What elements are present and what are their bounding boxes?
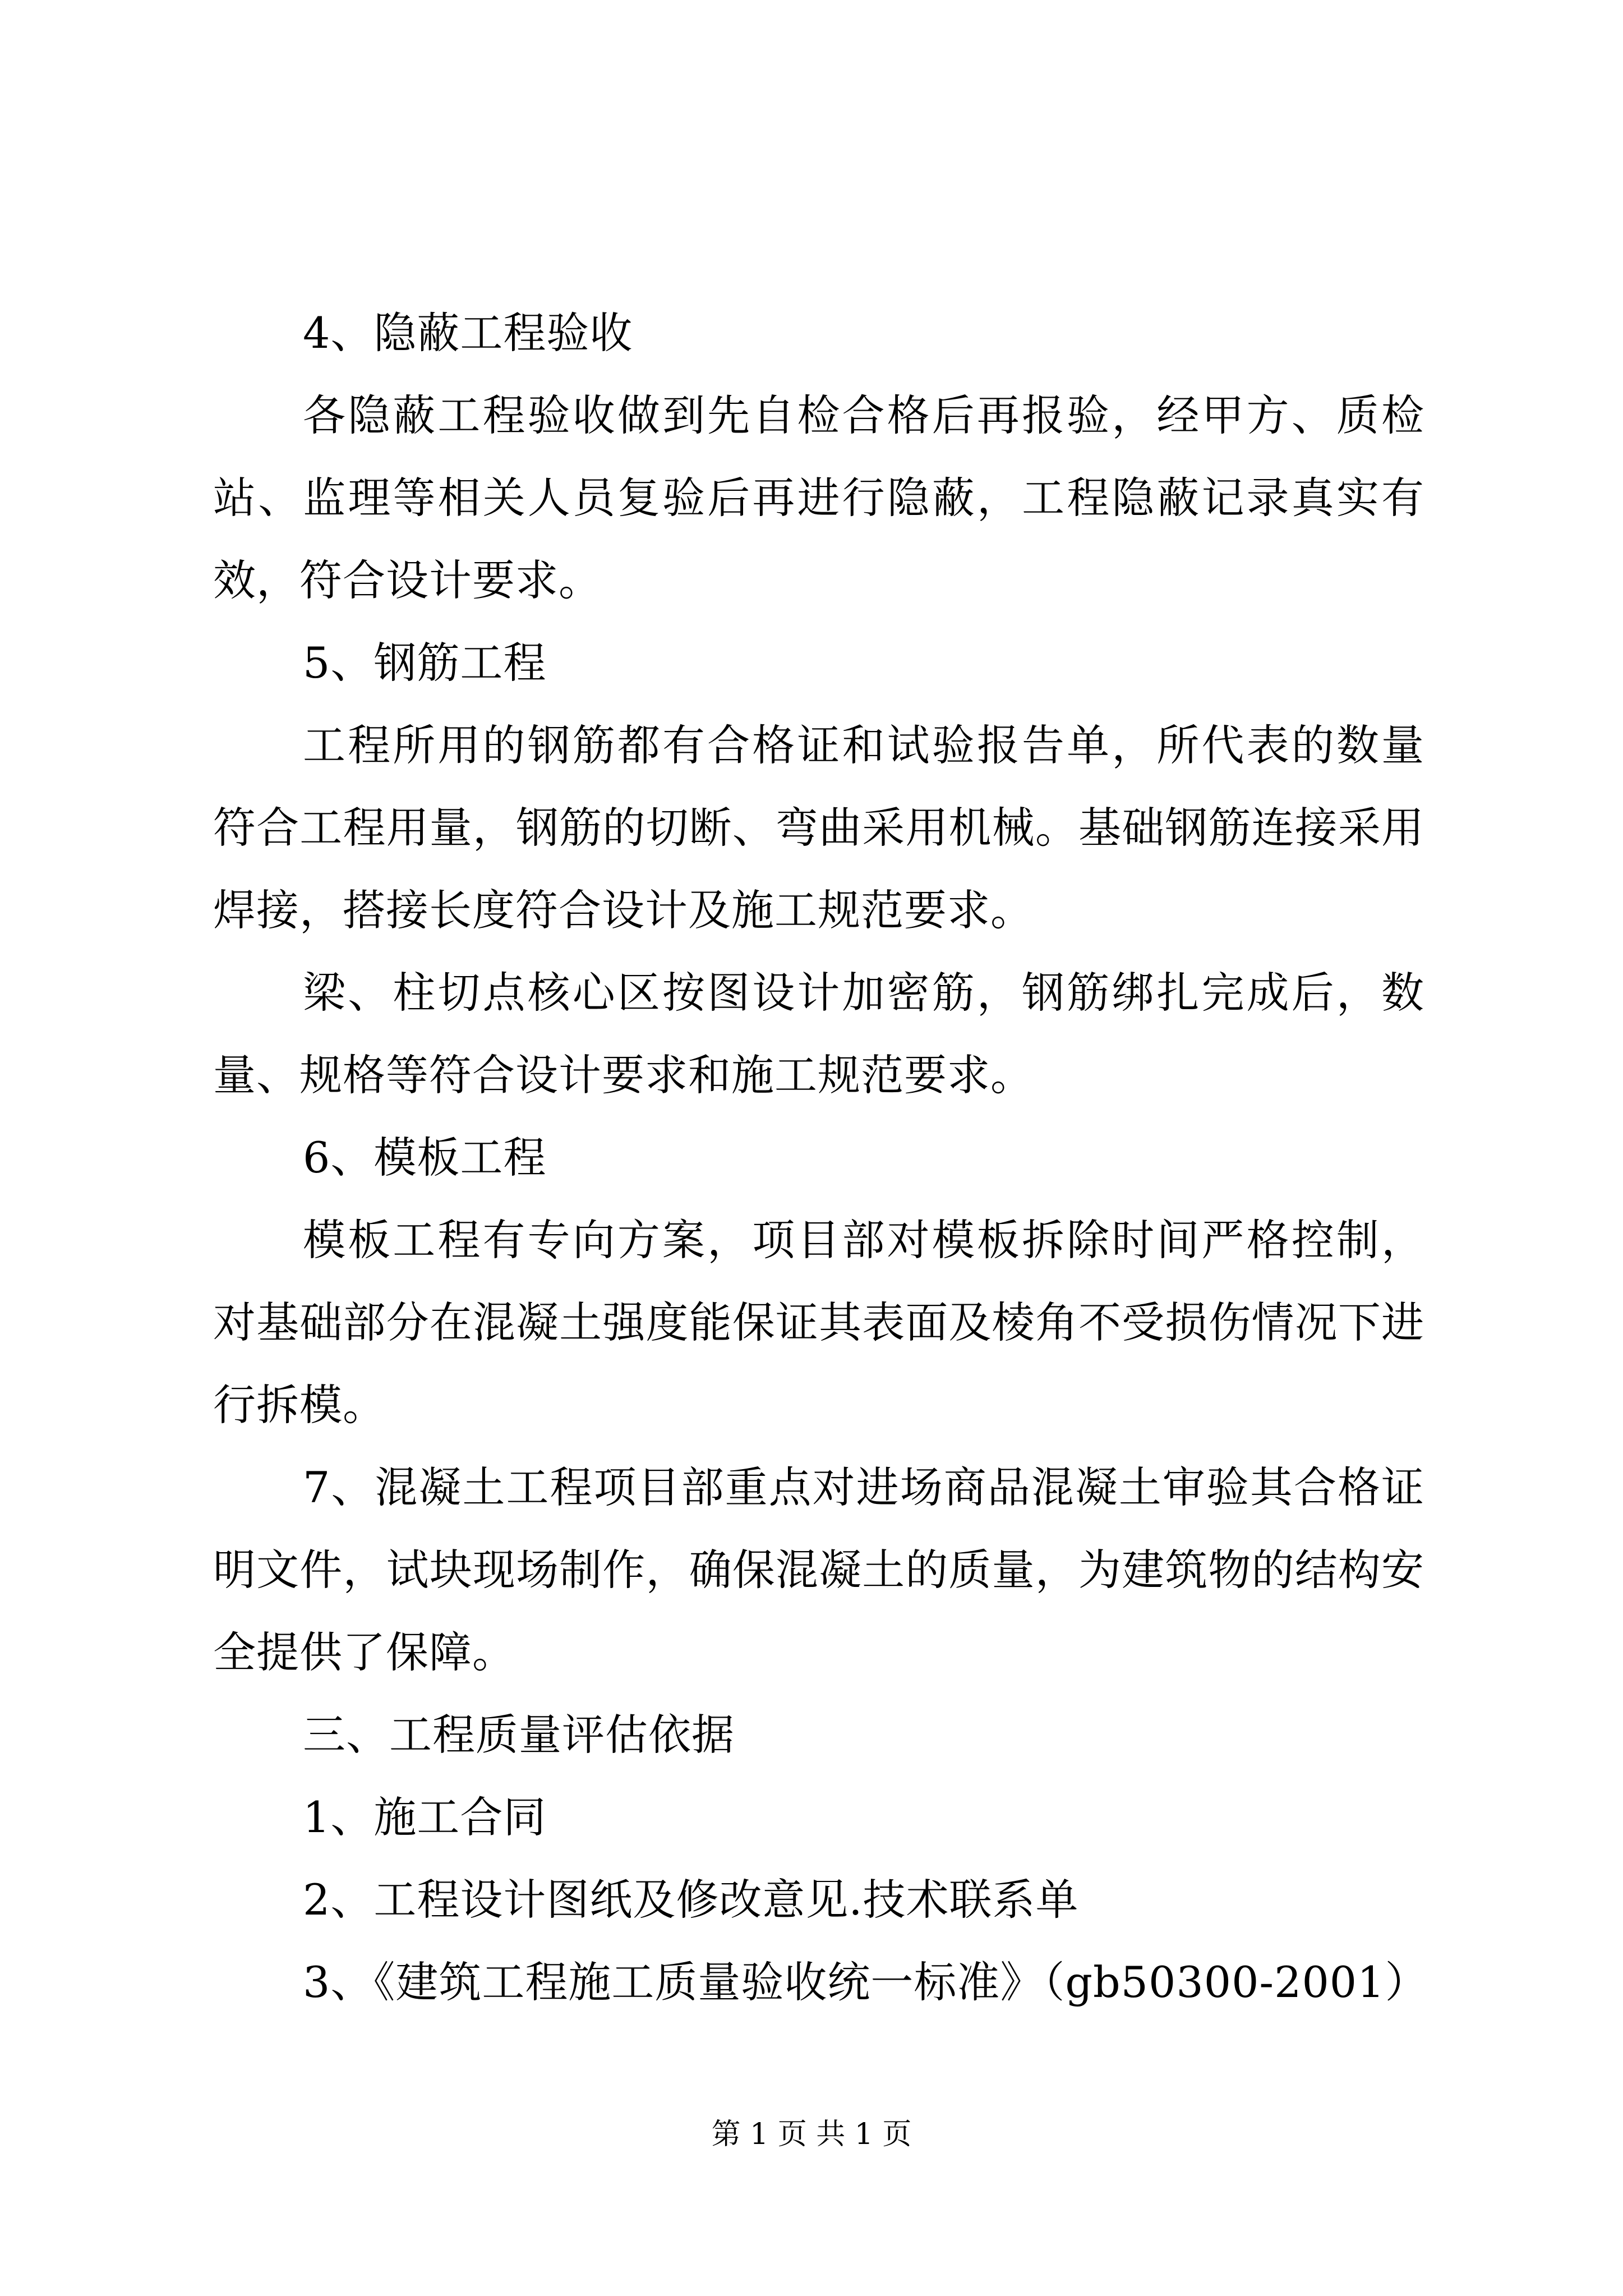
paragraph-beam-column: 梁、柱切点核心区按图设计加密筋，钢筋绑扎完成后，数量、规格等符合设计要求和施工规范要求。 — [213, 968, 1424, 1100]
list-item-drawings: 2、工程设计图纸及修改意见.技术联系单 — [303, 1875, 1079, 1925]
heading-quality-basis: 三、工程质量评估依据 — [303, 1710, 735, 1760]
paragraph-concrete: 7、混凝土工程项目部重点对进场商品混凝土审验其合格证明文件，试块现场制作，确保混凝土的质量，为建筑物的结构安全提供了保障。 — [213, 1462, 1424, 1677]
list-item-standard: 3、《建筑工程施工质量验收统一标准》（gb50300-2001） — [303, 1957, 1428, 2007]
document-body — [213, 292, 1428, 2023]
heading-hidden-works-acceptance: 4、隐蔽工程验收 — [303, 308, 633, 358]
heading-formwork: 6、模板工程 — [303, 1133, 547, 1182]
heading-rebar-works: 5、钢筋工程 — [303, 638, 547, 688]
page-footer: 第 1 页 共 1 页 — [711, 2118, 912, 2151]
paragraph-hidden-works: 各隐蔽工程验收做到先自检合格后再报验，经甲方、质检站、监理等相关人员复验后再进行隐蔽，工程隐蔽记录真实有效，符合设计要求。 — [213, 390, 1424, 605]
paragraph-formwork: 模板工程有专向方案，项目部对模板拆除时间严格控制，对基础部分在混凝土强度能保证其表面及棱角不受损伤情况下进行拆模。 — [213, 1215, 1424, 1430]
list-item-contract: 1、施工合同 — [303, 1792, 547, 1842]
paragraph-rebar-works: 工程所用的钢筋都有合格证和试验报告单，所代表的数量符合工程用量，钢筋的切断、弯曲采用机械。基础钢筋连接采用焊接，搭接长度符合设计及施工规范要求。 — [213, 720, 1424, 935]
